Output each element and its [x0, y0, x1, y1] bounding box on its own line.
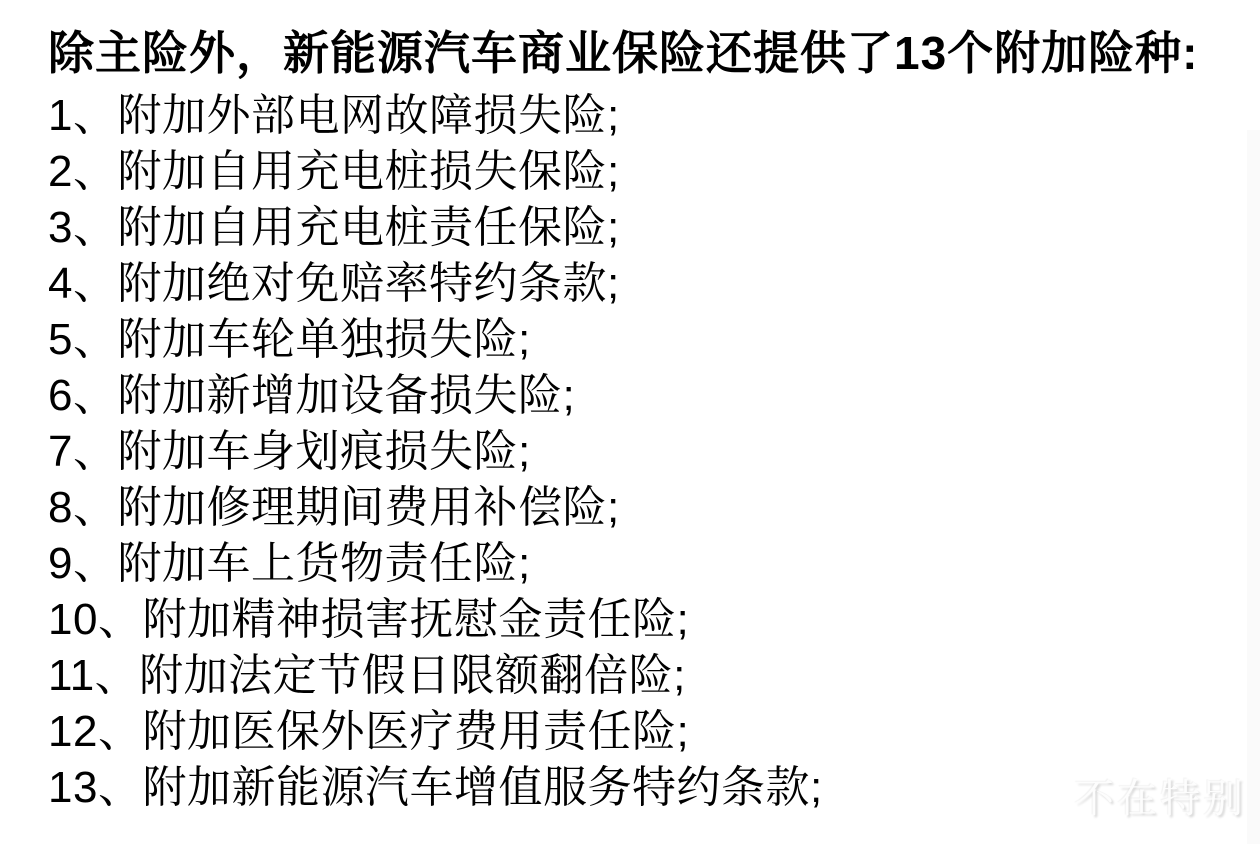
list-item-6: 6、附加新增加设备损失险;	[48, 371, 576, 420]
text-block	[48, 22, 1240, 816]
list-item-10: 10、附加精神损害抚慰金责任险;	[48, 595, 690, 644]
list-item-7: 7、附加车身划痕损失险;	[48, 427, 531, 476]
watermark: 不在特别	[1074, 777, 1246, 821]
list-item-9: 9、附加车上货物责任险;	[48, 539, 531, 588]
list-item-1: 1、附加外部电网故障损失险;	[48, 91, 620, 140]
list-item-12: 12、附加医保外医疗费用责任险;	[48, 707, 690, 756]
document-title: 除主险外，新能源汽车商业保险还提供了13个附加险种:	[48, 27, 1199, 79]
list-item-8: 8、附加修理期间费用补偿险;	[48, 483, 620, 532]
list-item-4: 4、附加绝对免赔率特约条款;	[48, 259, 620, 308]
list-item-3: 3、附加自用充电桩责任保险;	[48, 203, 620, 252]
list-item-2: 2、附加自用充电桩损失保险;	[48, 147, 620, 196]
right-edge-strip	[1247, 130, 1260, 844]
list-item-11: 11、附加法定节假日限额翻倍险;	[48, 651, 686, 700]
list-item-13: 13、附加新能源汽车增值服务特约条款;	[48, 763, 823, 812]
list-item-5: 5、附加车轮单独损失险;	[48, 315, 531, 364]
